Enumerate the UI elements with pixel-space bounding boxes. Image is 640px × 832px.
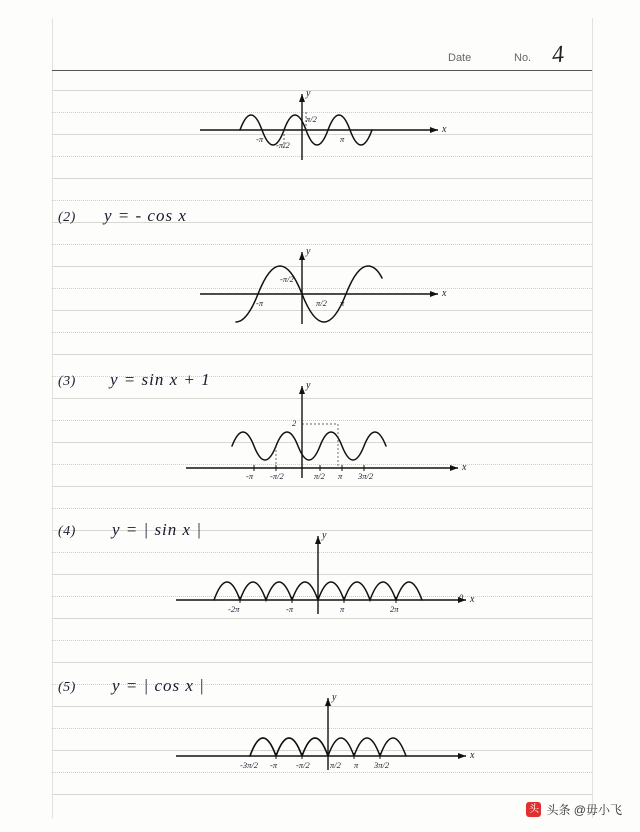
page-number: 4: [550, 41, 566, 69]
tick-label-y-value: 2: [292, 418, 297, 428]
watermark-text: 头条 @毋小飞: [546, 803, 622, 817]
watermark: [526, 801, 622, 818]
item-equation-2: y = - cos x: [104, 206, 187, 225]
tick-label: -π/2: [280, 274, 294, 284]
tick-label: π: [338, 471, 343, 481]
axis-label-y: y: [306, 380, 311, 391]
tick-label: 3π/2: [358, 471, 374, 481]
tick-label: π: [340, 298, 345, 308]
plot-3-sin-plus-1: [180, 378, 480, 488]
tick-label: -π/2: [270, 471, 284, 481]
tick-label: π: [340, 604, 345, 614]
tick-label: -π: [256, 134, 264, 144]
item-label-4: (4): [58, 524, 76, 539]
watermark-logo-icon: 头: [526, 802, 541, 817]
tick-label: 2π: [390, 604, 399, 614]
tick-label: π: [340, 134, 345, 144]
rule-line: [52, 354, 592, 355]
item-label-2: (2): [58, 210, 76, 225]
margin-line-left: [52, 18, 53, 818]
axis-label-x: x: [442, 124, 447, 135]
tick-label: -π: [286, 604, 294, 614]
axis-label-y: y: [322, 530, 327, 541]
item-label-3: (3): [58, 374, 76, 389]
margin-line-right: [592, 18, 593, 818]
plot-5-abs-cos: [170, 694, 480, 774]
axis-label-y: y: [306, 88, 311, 99]
rule-line: [52, 794, 592, 795]
tick-label: -3π/2: [240, 760, 258, 770]
tick-label: π/2: [314, 471, 325, 481]
plot-1-sine: [180, 88, 460, 168]
rule-line: [52, 332, 592, 333]
rule-line: [52, 662, 592, 663]
axis-label-y: y: [306, 246, 311, 257]
tick-label: -π: [246, 471, 254, 481]
rule-line: [52, 640, 592, 641]
axis-label-x: x: [470, 750, 475, 761]
axis-label-y: y: [332, 692, 337, 703]
item-equation-4: y = | sin x |: [112, 520, 202, 539]
tick-label: π/2: [330, 760, 341, 770]
tick-label: 3π/2: [374, 760, 390, 770]
tick-label: π/2: [316, 298, 327, 308]
item-equation-3: y = sin x + 1: [110, 370, 211, 389]
rule-line: [52, 508, 592, 509]
tick-label: -π/2: [296, 760, 310, 770]
axis-label-x: x: [470, 594, 475, 605]
date-label: Date: [448, 52, 472, 64]
plot-2-neg-cos: [180, 244, 460, 330]
rule-line: [52, 200, 592, 201]
tick-label: -π/2: [276, 140, 290, 150]
tick-label: π: [354, 760, 359, 770]
rule-line: [52, 178, 592, 179]
number-label: No.: [514, 52, 532, 64]
origin-label: 0: [459, 592, 464, 602]
item-equation-5: y = | cos x |: [112, 676, 205, 695]
tick-label: π/2: [306, 114, 317, 124]
axis-label-x: x: [442, 288, 447, 299]
plot-4-abs-sin: [170, 530, 480, 620]
tick-label: -2π: [228, 604, 240, 614]
header-divider: [52, 70, 592, 71]
item-label-5: (5): [58, 680, 76, 695]
tick-label: -π: [256, 298, 264, 308]
page-header: [52, 41, 592, 72]
tick-label: -π: [270, 760, 278, 770]
axis-label-x: x: [462, 462, 467, 473]
